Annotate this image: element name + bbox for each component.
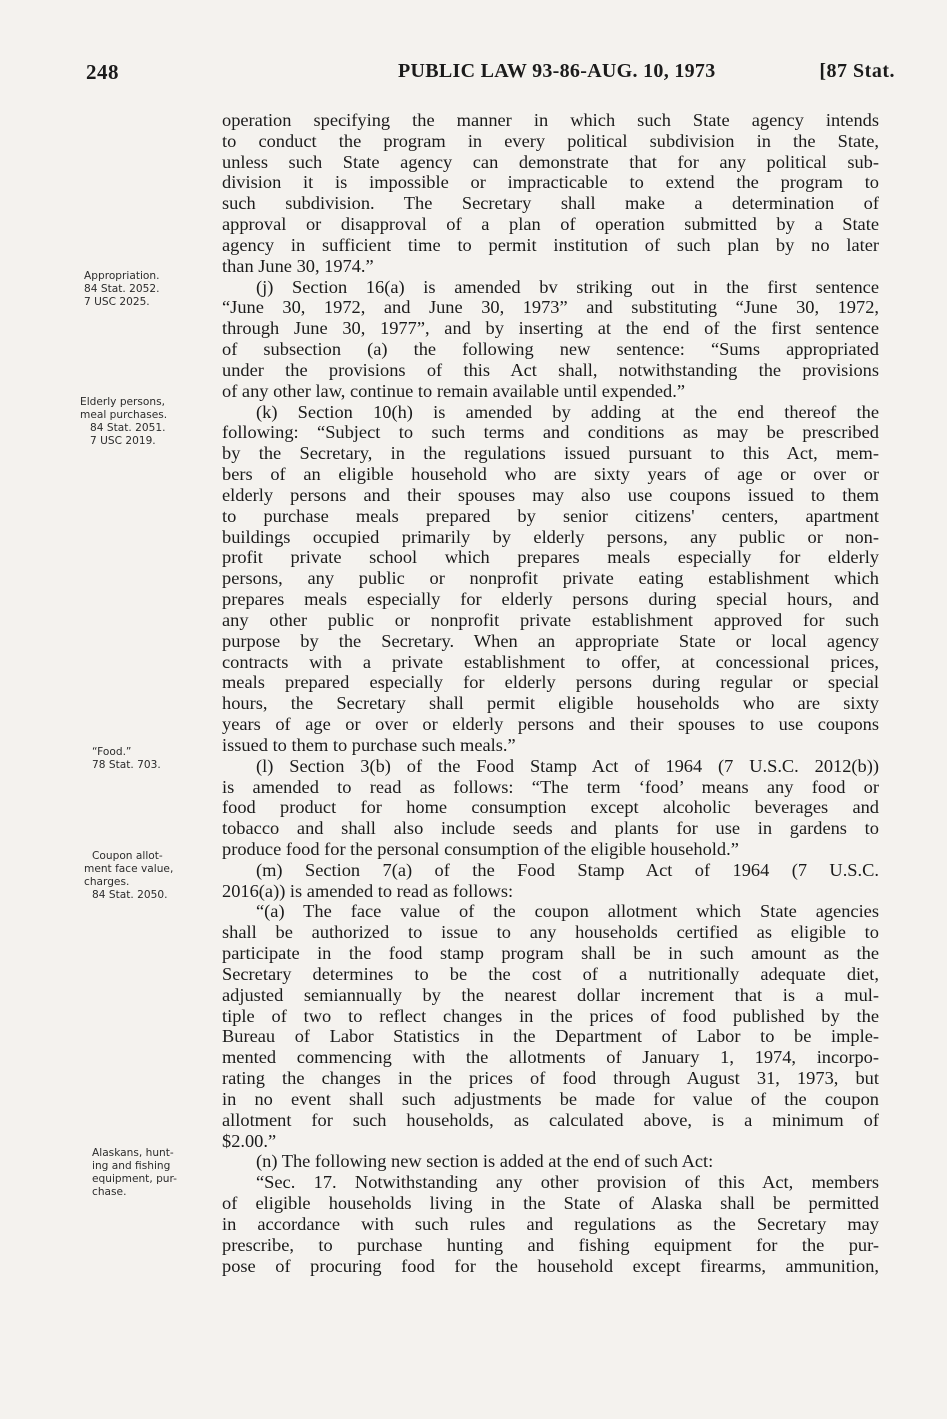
text-line: meals prepared especially for elderly persons during regular or special: [222, 672, 879, 693]
text-line: tobacco and shall also include seeds and plants for use in gardens to: [222, 818, 879, 839]
text-line: such subdivision. The Secretary shall make a determination of: [222, 193, 879, 214]
margin-note-line: Elderly persons,: [80, 396, 166, 408]
text-line: unless such State agency can demonstrate that for any political sub-: [222, 151, 879, 172]
text-line: bers of an eligible household who are sixty years of age or over or: [222, 464, 879, 485]
text-line: contracts with a private establishment to offer, at concessional prices,: [222, 651, 879, 672]
text-line: mented commencing with the allotments of January 1, 1974, incorpo-: [222, 1047, 879, 1068]
text-line: in no event shall such adjustments be made for value of the coupon: [222, 1088, 879, 1109]
text-line: “(a) The face value of the coupon allotment which State agencies: [256, 901, 879, 922]
margin-note-elderly-persons: [80, 396, 208, 448]
text-line: pose of procuring food for the household except firearms, ammunition,: [222, 1255, 879, 1276]
text-line: (n) The following new section is added at the end of such Act:: [256, 1151, 714, 1172]
text-line: by the Secretary, in the regulations issued pursuant to this Act, mem-: [222, 443, 879, 464]
margin-note-line: 84 Stat. 2052.: [84, 283, 160, 295]
text-line: issued to them to purchase such meals.”: [222, 734, 516, 755]
margin-note-coupon-allotment: [84, 850, 212, 902]
margin-note-line: 78 Stat. 703.: [92, 759, 161, 771]
margin-note-line: Coupon allot-: [92, 850, 163, 862]
text-line: under the provisions of this Act shall, notwithstanding the provisions: [222, 359, 879, 380]
text-line: prepares meals especially for elderly persons during special hours, and: [222, 589, 879, 610]
text-line: is amended to read as follows: “The term ‘food’ means any food or: [222, 776, 879, 797]
text-line: persons, any public or nonprofit private eating establishment which: [222, 568, 879, 589]
text-line: buildings occupied primarily by elderly persons, any public or non-: [222, 526, 879, 547]
text-line: agency in sufficient time to permit institution of such plan by no later: [222, 234, 879, 255]
text-line: (m) Section 7(a) of the Food Stamp Act of 1964 (7 U.S.C.: [256, 859, 879, 880]
margin-note-line: charges.: [84, 876, 130, 888]
text-line: $2.00.”: [222, 1130, 277, 1151]
text-line: adjusted semiannually by the nearest dollar increment that is a mul-: [222, 984, 879, 1005]
text-line: Secretary determines to be the cost of a nutritionally adequate diet,: [222, 963, 879, 984]
text-line: (k) Section 10(h) is amended by adding at the end thereof the: [256, 401, 879, 422]
text-line: approval or disapproval of a plan of operation submitted by a State: [222, 214, 879, 235]
margin-note-food: [92, 746, 220, 772]
text-line: allotment for such households, as calculated above, is a minimum of: [222, 1109, 879, 1130]
margin-note-line: 7 USC 2019.: [90, 435, 156, 447]
text-line: participate in the food stamp program shall be in such amount as the: [222, 943, 879, 964]
running-title: PUBLIC LAW 93-86-AUG. 10, 1973: [398, 60, 716, 82]
text-line: Bureau of Labor Statistics in the Department of Labor to be imple-: [222, 1026, 879, 1047]
text-line: rating the changes in the prices of food through August 31, 1973, but: [222, 1068, 879, 1089]
margin-note-line: 84 Stat. 2050.: [92, 889, 168, 901]
text-line: operation specifying the manner in which such State agency intends: [222, 110, 879, 130]
margin-note-appropriation: [84, 270, 212, 309]
text-line: in accordance with such rules and regulations as the Secretary may: [222, 1213, 879, 1234]
margin-note-line: ing and fishing: [92, 1160, 171, 1172]
margin-note-line: meal purchases.: [80, 409, 168, 421]
margin-note-alaskans: [92, 1147, 220, 1199]
text-line: years of age or over or elderly persons and their spouses to use coupons: [222, 714, 879, 735]
text-line: any other public or nonprofit private establishment approved for such: [222, 609, 879, 630]
margin-note-line: 84 Stat. 2051.: [90, 422, 166, 434]
margin-note-line: chase.: [92, 1186, 127, 1198]
text-line: to purchase meals prepared by senior citizens' centers, apartment: [222, 505, 879, 526]
margin-note-line: Appropriation.: [84, 270, 160, 282]
page-number: 248: [86, 60, 119, 84]
text-line: division it is impossible or impracticable to extend the program to: [222, 172, 879, 193]
text-line: (l) Section 3(b) of the Food Stamp Act of 1964 (7 U.S.C. 2012(b)): [256, 755, 879, 776]
text-line: of any other law, continue to remain available until expended.”: [222, 380, 685, 401]
text-line: purpose by the Secretary. When an appropriate State or local agency: [222, 630, 879, 651]
text-line: than June 30, 1974.”: [222, 255, 374, 276]
text-line: through June 30, 1977”, and by inserting at the end of the first sentence: [222, 318, 879, 339]
margin-note-line: Alaskans, hunt-: [92, 1147, 174, 1159]
text-line: hours, the Secretary shall permit eligible households who are sixty: [222, 693, 879, 714]
text-line: shall be authorized to issue to any households certified as eligible to: [222, 922, 879, 943]
statute-body-text: [222, 110, 879, 1276]
text-line: 2016(a)) is amended to read as follows:: [222, 880, 514, 901]
text-line: to conduct the program in every political subdivision in the State,: [222, 130, 879, 151]
margin-note-line: ment face value,: [84, 863, 174, 875]
margin-note-line: equipment, pur-: [92, 1173, 178, 1185]
text-line: prescribe, to purchase hunting and fishing equipment for the pur-: [222, 1234, 879, 1255]
text-line: following: “Subject to such terms and conditions as may be prescribed: [222, 422, 879, 443]
text-line: “Sec. 17. Notwithstanding any other provision of this Act, members: [256, 1172, 879, 1193]
running-header: [86, 60, 895, 90]
text-line: “June 30, 1972, and June 30, 1973” and substituting “June 30, 1972,: [222, 297, 879, 318]
statute-volume: [87 Stat.: [819, 60, 895, 82]
text-line: elderly persons and their spouses may also use coupons issued to them: [222, 484, 879, 505]
text-line: of subsection (a) the following new sentence: “Sums appropriated: [222, 339, 879, 360]
margin-note-line: “Food.”: [92, 746, 132, 758]
text-line: tiple of two to reflect changes in the prices of food published by the: [222, 1005, 879, 1026]
text-line: of eligible households living in the State of Alaska shall be permitted: [222, 1193, 879, 1214]
text-line: food product for home consumption except alcoholic beverages and: [222, 797, 879, 818]
text-line: produce food for the personal consumption of the eligible household.”: [222, 838, 739, 859]
margin-note-line: 7 USC 2025.: [84, 296, 150, 308]
text-line: profit private school which prepares meals especially for elderly: [222, 547, 879, 568]
text-line: (j) Section 16(a) is amended bv striking out in the first sentence: [256, 276, 879, 297]
